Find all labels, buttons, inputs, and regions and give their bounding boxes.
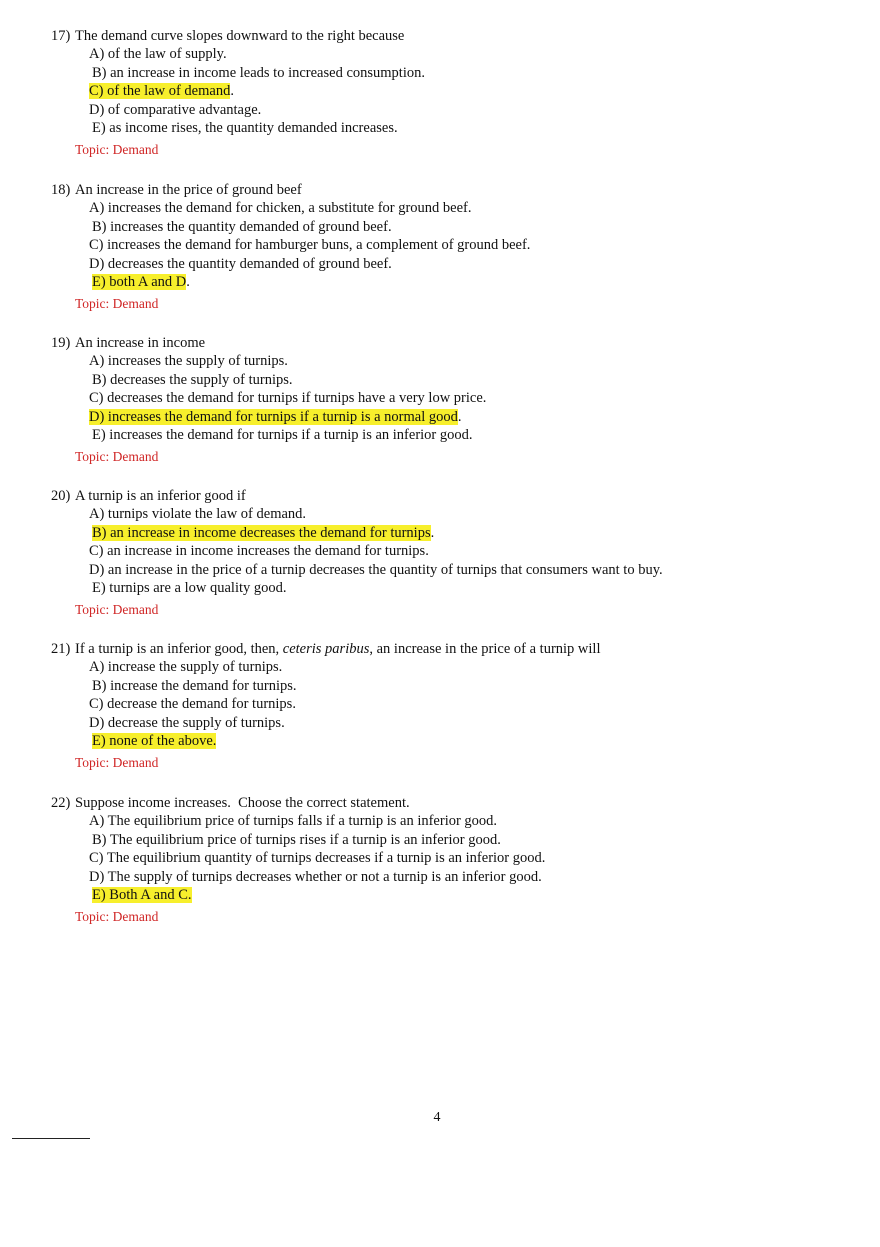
question-stem [51, 640, 851, 658]
question-stem [51, 487, 851, 505]
question-17 [51, 27, 851, 159]
option-c: C) decrease the demand for turnips. [89, 696, 296, 712]
question-20 [51, 487, 851, 619]
answer-options [51, 352, 851, 445]
answer-options [51, 45, 851, 138]
option-a: A) of the law of supply. [89, 46, 227, 62]
highlighted-answer: C) of the law of demand [89, 83, 231, 99]
answer-suffix: . [230, 83, 234, 99]
option-c: C) The equilibrium quantity of turnips decreases if a turnip is an inferior good. [89, 850, 546, 866]
page-number: 4 [433, 1110, 441, 1125]
option-b: B) increase the demand for turnips. [92, 677, 297, 694]
question-text-after: , an increase in the price of a turnip will [369, 641, 601, 657]
option-e-correct [92, 886, 851, 905]
option-e: E) turnips are a low quality good. [92, 580, 287, 596]
option-a: A) turnips violate the law of demand. [89, 506, 307, 522]
question-number: 17) [51, 28, 71, 44]
question-19 [51, 334, 851, 466]
highlighted-answer: E) none of the above. [92, 733, 217, 749]
option-a: A) increase the supply of turnips. [89, 659, 283, 675]
answer-suffix: . [186, 274, 190, 290]
option-d: D) an increase in the price of a turnip decreases the quantity of turnips that consumers want to buy. [89, 561, 663, 578]
option-b: B) increases the quantity demanded of ground beef. [92, 218, 392, 235]
option-b: B) The equilibrium price of turnips rises if a turnip is an inferior good. [92, 831, 501, 848]
answer-options [51, 505, 851, 598]
option-c: C) an increase in income increases the demand for turnips. [89, 543, 429, 559]
option-d-correct [89, 408, 851, 427]
highlighted-answer: D) increases the demand for turnips if a turnip is a normal good [89, 408, 458, 425]
option-d: D) decrease the supply of turnips. [89, 714, 285, 731]
option-e: E) as income rises, the quantity demanded increases. [92, 120, 398, 136]
option-b: B) decreases the supply of turnips. [92, 371, 293, 388]
question-stem [51, 27, 851, 45]
topic-label: Topic: Demand [75, 601, 159, 617]
question-text-before: If a turnip is an inferior good, then, [75, 641, 280, 657]
option-c: C) increases the demand for hamburger buns, a complement of ground beef. [89, 237, 531, 253]
highlighted-answer: E) Both A and C. [92, 887, 192, 903]
topic-label: Topic: Demand [75, 295, 159, 311]
option-b: B) an increase in income leads to increased consumption. [92, 64, 425, 81]
answer-options [51, 199, 851, 292]
option-e: E) increases the demand for turnips if a turnip is an inferior good. [92, 427, 473, 443]
question-number: 19) [51, 335, 71, 351]
answer-suffix: . [430, 524, 435, 541]
question-stem [51, 334, 851, 352]
topic-label: Topic: Demand [75, 141, 159, 157]
footnote-divider [12, 1138, 90, 1139]
option-a: A) increases the demand for chicken, a substitute for ground beef. [89, 200, 472, 216]
option-e-correct [92, 732, 851, 751]
option-d: D) of comparative advantage. [89, 101, 262, 118]
option-a: A) increases the supply of turnips. [89, 353, 288, 369]
question-number: 22) [51, 795, 71, 811]
option-c-correct [89, 82, 851, 101]
question-number: 20) [51, 488, 71, 504]
answer-options [51, 812, 851, 905]
highlighted-answer: E) both A and D [92, 274, 187, 290]
option-e-correct [92, 273, 851, 292]
option-a: A) The equilibrium price of turnips falls if a turnip is an inferior good. [89, 813, 498, 829]
answer-suffix: . [457, 408, 462, 425]
question-number: 18) [51, 182, 71, 198]
question-text-italic: ceteris paribus [282, 641, 370, 657]
question-number: 21) [51, 641, 71, 657]
option-b-correct [92, 524, 851, 543]
question-text: Suppose income increases. Choose the correct statement. [75, 795, 410, 811]
topic-label: Topic: Demand [75, 754, 159, 770]
question-text: An increase in the price of ground beef [75, 182, 302, 198]
question-text: A turnip is an inferior good if [75, 488, 246, 504]
question-stem [51, 181, 851, 199]
question-21 [51, 640, 851, 772]
question-18 [51, 181, 851, 313]
option-d: D) decreases the quantity demanded of ground beef. [89, 255, 392, 272]
answer-options [51, 658, 851, 751]
topic-label: Topic: Demand [75, 908, 159, 924]
question-text: An increase in income [75, 335, 206, 351]
question-stem [51, 794, 851, 812]
option-c: C) decreases the demand for turnips if turnips have a very low price. [89, 390, 487, 406]
topic-label: Topic: Demand [75, 448, 159, 464]
option-d: D) The supply of turnips decreases whether or not a turnip is an inferior good. [89, 868, 542, 885]
question-text: The demand curve slopes downward to the right because [75, 28, 405, 44]
highlighted-answer: B) an increase in income decreases the demand for turnips [92, 524, 431, 541]
question-22 [51, 794, 851, 926]
